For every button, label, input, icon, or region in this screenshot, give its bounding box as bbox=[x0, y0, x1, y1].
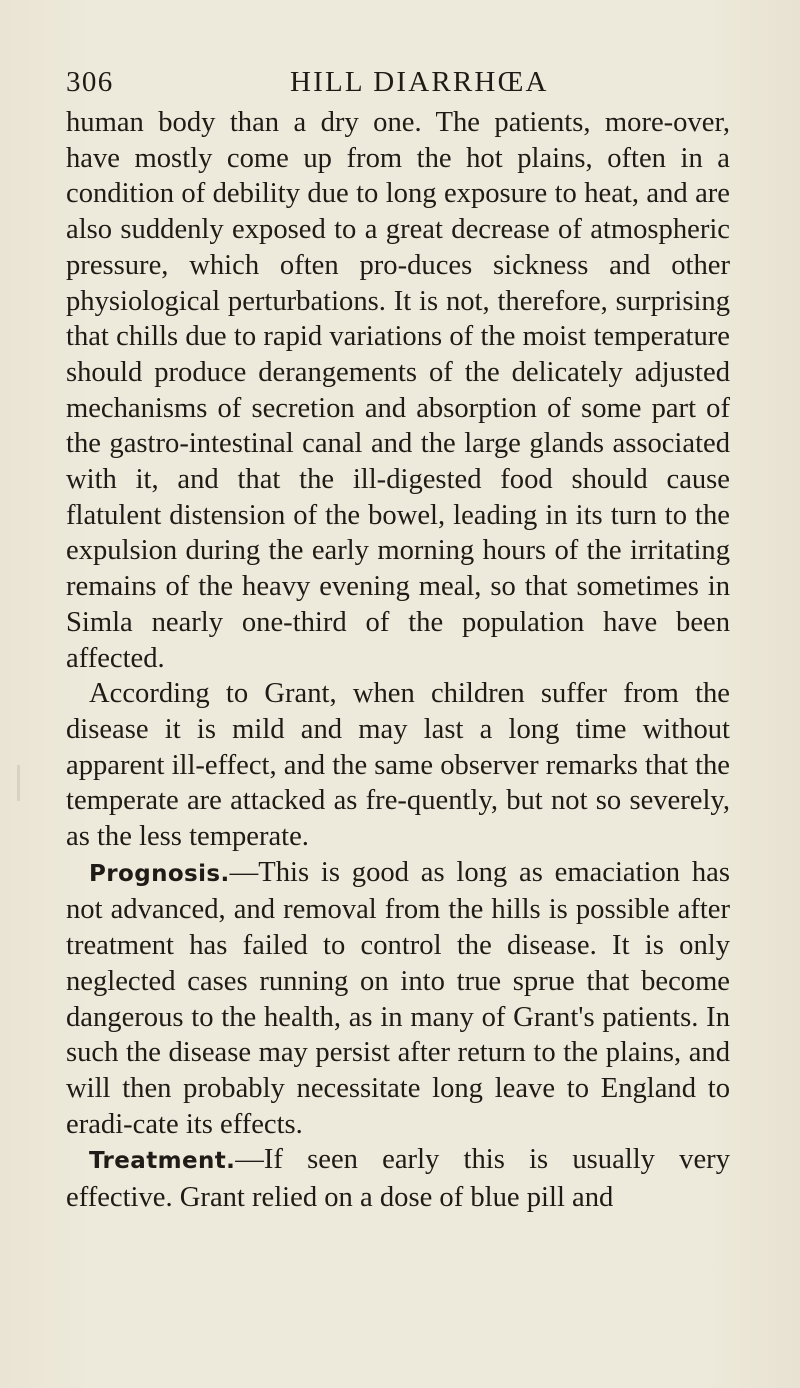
paragraph-prognosis bbox=[66, 855, 730, 1143]
paragraph-children bbox=[66, 676, 730, 855]
body-text bbox=[66, 105, 730, 1216]
paragraph-text: According to Grant, when children suffer from the disease it is mild and may last a long time without apparent ill-effect, and the same observer remarks that the temperate are attacked as fre-quently, but not so severely, as the less temperate. bbox=[66, 678, 730, 853]
page-number: 306 bbox=[66, 66, 114, 98]
treatment-heading: Treatment. bbox=[89, 1148, 236, 1175]
paragraph-treatment bbox=[66, 1142, 730, 1215]
prognosis-heading: Prognosis. bbox=[89, 860, 230, 887]
margin-shadow bbox=[17, 765, 20, 801]
running-title: HILL DIARRHŒA bbox=[290, 66, 549, 98]
paragraph-text: human body than a dry one. The patients, more-over, have mostly come up from the hot plains, often in a condition of debility due to long exposure to heat, and are also suddenly exposed to a great decrease of atmospheric pressure, which often pro-duces sickness and other physiological perturbations. It is not, therefore, surprising that chills due to rapid variations of the moist temperature should produce derangements of the delicately adjusted mechanisms of secretion and absorption of some part of the gastro-intestinal canal and the large glands associated with it, and that the ill-digested food should cause flatulent distension of the bowel, leading in its turn to the expulsion during the early morning hours of the irritating remains of the heavy evening meal, so that sometimes in Simla nearly one-third of the population have been affected. bbox=[66, 107, 730, 674]
paragraph-continuation bbox=[66, 105, 730, 676]
paragraph-text: —This is good as long as emaciation has not advanced, and removal from the hills is possible after treatment has failed to control the disease. It is only neglected cases running on into true sprue that become dangerous to the health, as in many of Grant's patients. In such the disease may persist after return to the plains, and will then probably necessitate long leave to England to eradi-cate its effects. bbox=[66, 856, 730, 1140]
paragraph-text: —If seen early this is usually very effective. Grant relied on a dose of blue pill and bbox=[66, 1144, 730, 1214]
